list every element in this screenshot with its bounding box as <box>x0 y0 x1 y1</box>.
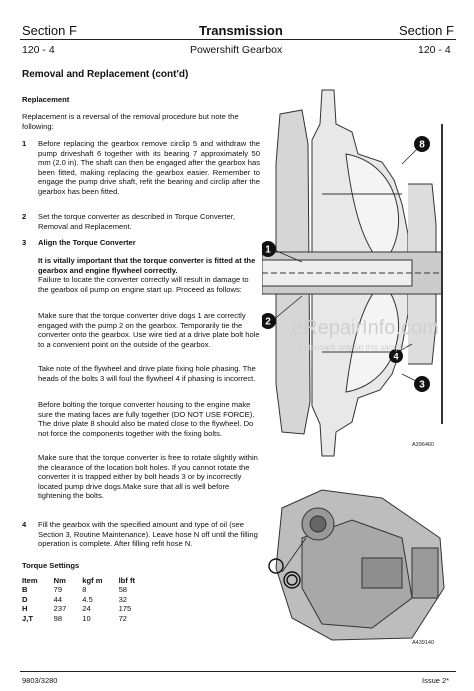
table-cell: 79 <box>53 585 63 595</box>
issue-label: Issue 2* <box>422 676 450 685</box>
table-cell: 237 <box>53 604 67 614</box>
table-header: Item <box>22 576 38 585</box>
table-cell: 44 <box>53 594 63 604</box>
replacement-intro: Replacement is a reversal of the removal procedure but note the following: <box>22 112 239 131</box>
step-text: Fill the gearbox with the specified amount and type of oil (see Section 3, Routine Maintenance). Leave hose N off until the filling operation is complete. After filling refit hose N. <box>38 520 258 548</box>
table-cell: 4.5 <box>82 594 93 604</box>
page-title: Transmission <box>199 23 283 38</box>
header-rule <box>20 39 456 40</box>
callout-3 <box>414 376 430 392</box>
watermark: eRepairInfo.com <box>292 317 439 339</box>
step-title: Align the Torque Converter <box>38 238 136 247</box>
callout-2 <box>262 313 276 329</box>
torque-converter-section-figure <box>262 84 458 464</box>
section-label-left: Section F <box>22 23 77 38</box>
table-cell: 175 <box>118 604 132 614</box>
svg-text:2: 2 <box>265 316 271 328</box>
callout-8 <box>414 136 430 152</box>
table-cell: 98 <box>53 613 63 623</box>
table-row <box>22 585 151 594</box>
table-header-row <box>22 576 151 585</box>
step-text: Set the torque converter as described in Torque Converter, Removal and Replacement. <box>38 212 235 231</box>
step-paragraph: Make sure that the torque converter drive dogs 1 are correctly engaged with the pump 2 on the gearbox. Temporarily tie the converter onto the gearbox. Use wire tied at a drive plate bolt hole to a convenient point on the outside of the gearbox. <box>38 311 260 349</box>
table-header: kgf m <box>82 576 103 585</box>
document-number: 9803/3280 <box>22 676 58 685</box>
page-subtitle: Powershift Gearbox <box>190 44 283 56</box>
step-paragraph: Make sure that the torque converter is free to rotate slightly within the clearance of the location bolt holes. If you cannot rotate the converter it is trapped either by bolt heads 3 or by incorrectly located pump drive dogs.Make sure that all is well before tightening the bolts. <box>38 453 258 500</box>
page-number-left: 120 - 4 <box>22 44 55 56</box>
torque-heading: Torque Settings <box>22 561 80 570</box>
replacement-heading: Replacement <box>22 95 70 104</box>
step-number: 3 <box>22 238 27 247</box>
table-cell: B <box>22 585 28 595</box>
figure-code: A439140 <box>412 640 435 646</box>
step-paragraph: Before bolting the torque converter housing to the engine make sure the mating faces are fully together (DO NOT USE FORCE). The drive plate 8 should also be mated close to the flywheel. Do not force the components together with the fixing bolts. <box>38 400 255 438</box>
svg-text:4: 4 <box>393 351 399 362</box>
step-number: 4 <box>22 520 27 529</box>
figure-code: A396460 <box>412 442 435 448</box>
table-cell: 72 <box>118 613 128 623</box>
step-paragraph: Take note of the flywheel and drive plate fixing hole phasing. The heads of the bolts 3 will foul the flywheel 4 if phasing is incorrect. <box>38 364 256 383</box>
table-cell: 58 <box>118 585 128 595</box>
svg-text:1: 1 <box>265 244 271 256</box>
section-heading: Removal and Replacement (cont'd) <box>22 69 189 80</box>
step-number: 1 <box>22 139 27 148</box>
step-number: 2 <box>22 212 27 221</box>
table-cell: 32 <box>118 594 128 604</box>
page-number-right: 120 - 4 <box>418 44 451 56</box>
watermark-subtext: watermark only on this sample <box>298 343 407 352</box>
table-row <box>22 595 151 604</box>
table-cell: D <box>22 594 28 604</box>
table-header: Nm <box>53 576 66 585</box>
table-header: lbf ft <box>118 576 136 585</box>
table-cell: J,T <box>22 613 33 623</box>
step-warning: It is vitally important that the torque converter is fitted at the gearbox and engine flywheel correctly. <box>38 256 256 275</box>
table-cell: 24 <box>82 604 91 614</box>
section-label-right: Section F <box>399 23 454 38</box>
table-cell: 8 <box>82 585 87 595</box>
step-text: Before replacing the gearbox remove circlip 5 and withdraw the pump driveshaft 6 together with its bearing 7 approximately 50 mm (2.0 in). The shaft can then be engaged after the gearbox has been fitted, making replacing the gearbox easier. Remember to engage the pump drive shaft, refit the bearing and circlip after the gearbox has been fitted. <box>38 139 260 196</box>
table-cell: H <box>22 604 28 614</box>
table-row <box>22 604 151 613</box>
table-row <box>22 614 151 623</box>
gearbox-exterior-figure <box>262 468 458 650</box>
torque-table <box>22 576 151 623</box>
svg-text:3: 3 <box>419 379 425 391</box>
footer-rule <box>20 671 456 672</box>
svg-text:8: 8 <box>419 139 425 151</box>
table-cell: 10 <box>82 613 91 623</box>
step-paragraph: Failure to locate the converter correctly will result in damage to the gearbox oil pump on engine start up. Proceed as follows: <box>38 275 249 294</box>
